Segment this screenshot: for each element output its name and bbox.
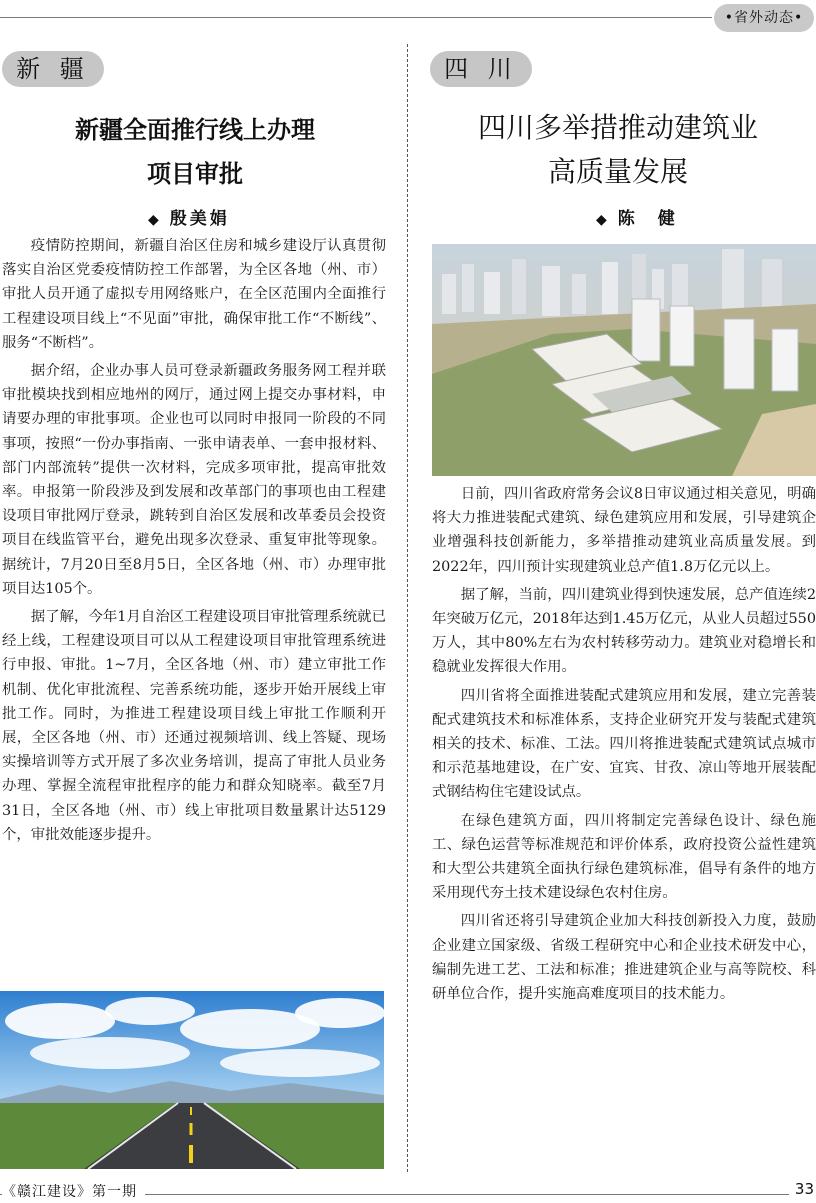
paragraph: 据了解，当前，四川建筑业得到快速发展，总产值连续2年突破万亿元，2018年达到1.45万亿元，从业人员超过550万人，其中80%左右为农村转移劳动力。建筑业对稳增长和稳就业发挥很大作用。 [432, 586, 816, 676]
highway-illustration [0, 991, 384, 1169]
left-article-body [2, 234, 386, 851]
right-byline [596, 204, 678, 229]
paragraph: 四川省将全面推进装配式建筑应用和发展，建立完善装配式建筑技术和标准体系，支持企业研究开发与装配式建筑相关的技术、标准、工法。四川将推进装配式建筑试点城市和示范基地建设，在广安、宜宾、甘孜、凉山等地开展装配式钢结构住宅建设试点。 [432, 687, 816, 801]
paragraph: 四川省还将引导建筑企业加大科技创新投入力度，鼓励企业建立国家级、省级工程研究中心和企业技术研发中心，编制先进工艺、工法和标准；推进建筑企业与高等院校、科研单位合作，提升实施高难度项目的技术能力。 [432, 913, 816, 1003]
region-label-sichuan: 四 川 [430, 51, 532, 87]
top-rule [0, 17, 712, 18]
paragraph: 日前，四川省政府常务会议8日审议通过相关意见，明确将大力推进装配式建筑、绿色建筑应用和发展，引导建筑企业增强科技创新能力，多举措推动建筑业高质量发展。到2022年，四川预计实现建筑业总产值1.8万亿元以上。 [432, 486, 816, 575]
right-article-title [420, 106, 816, 194]
region-label-xinjiang: 新 疆 [2, 51, 104, 87]
paragraph: 疫情防控期间，新疆自治区住房和城乡建设厅认真贯彻落实自治区党委疫情防控工作部署，为全区各地（州、市）审批人员开通了虚拟专用网络账户，在全区范围内全面推行工程建设项目线上“不见面”审批，确保审批工作“不断线”、服务“不断档”。 [2, 238, 386, 351]
page-number: 33 [789, 1180, 814, 1198]
publication-name: 《赣江建设》第一期 [2, 1181, 145, 1201]
left-title-line-1: 新疆全面推行线上办理 [75, 116, 315, 144]
column-divider [407, 44, 408, 1172]
section-badge: •省外动态• [714, 4, 814, 32]
left-author: 殷美娟 [169, 209, 230, 229]
diamond-icon: ◆ [596, 212, 610, 228]
right-title-line-1: 四川多举措推动建筑业 [477, 111, 758, 144]
left-title-line-2: 项目审批 [147, 160, 243, 188]
diamond-icon: ◆ [148, 212, 162, 228]
left-article-title [0, 108, 390, 196]
city-aerial-photo [432, 244, 816, 476]
paragraph: 据介绍，企业办事人员可登录新疆政务服务网工程并联审批模块找到相应地州的网厅，通过网上提交办事材料，申请要办理的审批事项。企业也可以同时申报同一阶段的不同事项，按照“一份办事指南、一张申请表单、一套申报材料、部门内部流转”提供一次材料，完成多项审批，提高审批效率。申报第一阶段涉及到发展和改革部门的事项也由工程建设项目审批网厅登录，跳转到自治区发展和改革委员会投资项目在线监管平台，避免出现多次登录、重复审批等现象。据统计，7月20日至8月5日，全区各地（州、市）办理审批项目达105个。 [2, 363, 386, 597]
left-byline [148, 204, 230, 229]
city-illustration [432, 244, 816, 476]
paragraph: 据了解，今年1月自治区工程建设项目审批管理系统就已经上线，工程建设项目可以从工程建设项目审批管理系统进行申报、审批。1~7月，全区各地（州、市）建立审批工作机制、优化审批流程、完善系统功能，逐步开始开展线上审批工作。同时，为推进工程建设项目线上审批工作顺利开展，全区各地（州、市）还通过视频培训、线上答疑、现场实操培训等方式开展了多次业务培训，提高了审批人员业务办理、掌握全流程审批程序的能力和群众知晓率。截至7月31日，全区各地（州、市）线上审批项目数量累计达5129个，审批效能逐步提升。 [2, 609, 386, 843]
highway-photo [0, 991, 384, 1169]
right-author: 陈 健 [617, 209, 678, 229]
right-article-body [432, 482, 816, 1010]
paragraph: 在绿色建筑方面，四川将制定完善绿色设计、绿色施工、绿色运营等标准规范和评价体系，政府投资公益性建筑和大型公共建筑全面执行绿色建筑标准，倡导有条件的地方采用现代夯土技术建设绿色农村住房。 [432, 812, 816, 902]
right-title-line-2: 高质量发展 [547, 155, 688, 188]
